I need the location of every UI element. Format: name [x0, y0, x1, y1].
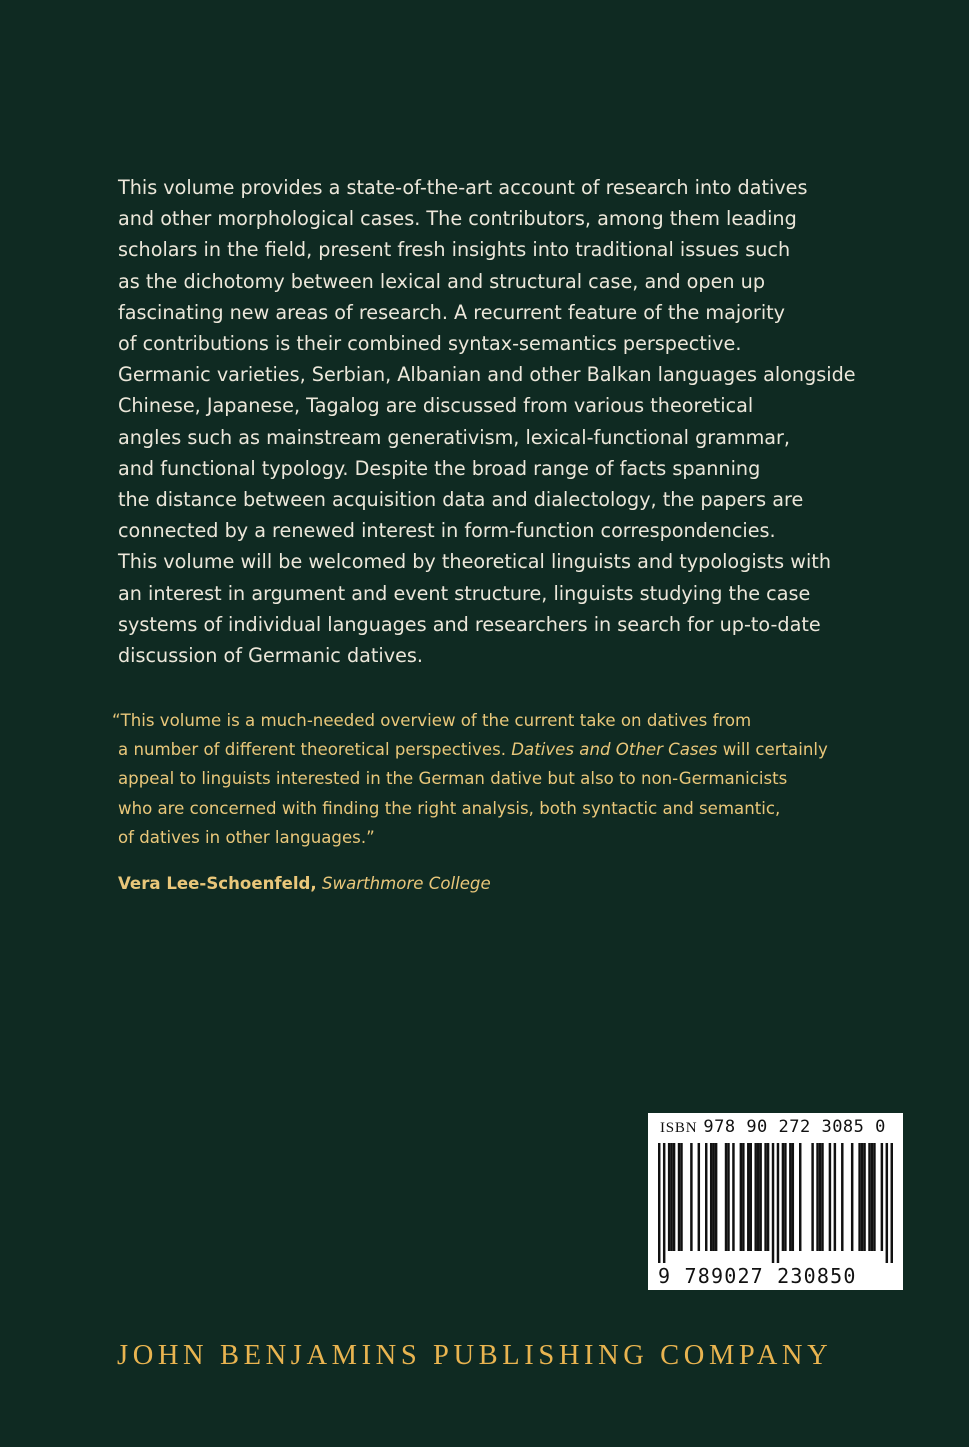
barcode-bar	[673, 1143, 675, 1251]
barcode-bar	[772, 1143, 774, 1263]
barcode-bar	[747, 1143, 749, 1251]
description-line: systems of individual languages and researchers in search for up-to-date	[118, 612, 821, 636]
description-line: and other morphological cases. The contributors, among them leading	[118, 207, 797, 231]
description-line: and functional typology. Despite the broad range of facts spanning	[118, 456, 761, 480]
description-line: of contributions is their combined syntax-semantics perspective.	[118, 332, 742, 356]
description-line: an interest in argument and event structure, linguists studying the case	[118, 581, 811, 605]
barcode-digits: 9 789027 230850	[658, 1264, 857, 1288]
barcode-bar	[863, 1143, 865, 1251]
barcode-bar	[698, 1143, 700, 1251]
barcode-bars	[658, 1143, 893, 1263]
isbn-number: 978 90 272 3085 0	[703, 1117, 886, 1137]
barcode-bar	[712, 1143, 714, 1251]
barcode-bar	[784, 1143, 786, 1251]
isbn-text	[660, 1117, 886, 1137]
book-title: Datives and Other Cases	[511, 740, 718, 760]
quote-text: will certainly	[717, 740, 828, 760]
barcode-bar	[754, 1143, 756, 1251]
barcode-bar	[759, 1143, 761, 1251]
barcode-bar	[750, 1143, 752, 1251]
description-line: Germanic varieties, Serbian, Albanian and other Balkan languages alongside	[118, 363, 856, 387]
barcode-bar	[834, 1143, 836, 1251]
description-line: as the dichotomy between lexical and structural case, and open up	[118, 269, 766, 293]
barcode-bar	[861, 1143, 863, 1251]
barcode-bar	[782, 1143, 784, 1251]
barcode-bar	[725, 1143, 727, 1251]
barcode-bar	[873, 1143, 875, 1251]
barcode-bar	[792, 1143, 794, 1251]
quote-line: who are concerned with finding the right analysis, both syntactic and semantic,	[118, 798, 781, 818]
endorser-name: Vera Lee-Schoenfeld,	[118, 874, 317, 893]
barcode-bar	[658, 1143, 660, 1263]
barcode-bar	[690, 1143, 692, 1251]
barcode-bar	[886, 1143, 888, 1263]
barcode-bar	[740, 1143, 742, 1251]
barcode-bar	[742, 1143, 744, 1251]
barcode-bar	[829, 1143, 831, 1251]
barcode-bar	[816, 1143, 818, 1251]
barcode-bar	[871, 1143, 873, 1251]
publisher-name: JOHN BENJAMINS PUBLISHING COMPANY	[117, 1340, 833, 1371]
barcode-bar	[678, 1143, 680, 1251]
quote-line: appeal to linguists interested in the German dative but also to non-Germanicists	[118, 769, 788, 789]
quote-text: a number of different theoretical perspectives.	[118, 740, 512, 760]
barcode-bar	[891, 1143, 893, 1263]
barcode-bar	[680, 1143, 682, 1251]
barcode-bar	[727, 1143, 729, 1251]
book-description	[118, 172, 858, 671]
barcode-bar	[777, 1143, 779, 1263]
barcode-bar	[705, 1143, 707, 1251]
barcode-bar	[858, 1143, 860, 1251]
isbn-barcode	[648, 1113, 903, 1290]
description-line: scholars in the field, present fresh insights into traditional issues such	[118, 238, 791, 262]
barcode-bar	[821, 1143, 823, 1251]
endorser-institution: Swarthmore College	[322, 874, 491, 893]
endorsement-quote	[112, 706, 872, 852]
quote-attribution	[118, 872, 491, 896]
description-line: discussion of Germanic datives.	[118, 644, 423, 668]
description-line: angles such as mainstream generativism, lexical-functional grammar,	[118, 425, 791, 449]
barcode-bar	[767, 1143, 769, 1251]
barcode-bar	[799, 1143, 801, 1251]
description-line: Chinese, Japanese, Tagalog are discussed from various theoretical	[118, 394, 754, 418]
description-line: fascinating new areas of research. A recurrent feature of the majority	[118, 300, 786, 324]
barcode-bar	[851, 1143, 853, 1251]
barcode-bar	[663, 1143, 665, 1263]
barcode-bar	[811, 1143, 813, 1251]
description-line: the distance between acquisition data and dialectology, the papers are	[118, 488, 804, 512]
barcode-bar	[668, 1143, 670, 1251]
description-line: This volume will be welcomed by theoretical linguists and typologists with	[118, 550, 831, 574]
description-line: connected by a renewed interest in form-function correspondencies.	[118, 519, 776, 543]
isbn-label: ISBN	[660, 1120, 698, 1136]
barcode-bar	[841, 1143, 843, 1251]
barcode-bar	[732, 1143, 734, 1251]
quote-line	[112, 735, 872, 764]
barcode-bar	[819, 1143, 821, 1251]
quote-line: “This volume is a much-needed overview of the current take on datives from	[112, 711, 752, 730]
barcode-bar	[764, 1143, 766, 1251]
description-line: This volume provides a state-of-the-art account of research into datives	[118, 176, 808, 199]
barcode-bar	[670, 1143, 672, 1251]
barcode-bar	[710, 1143, 712, 1251]
barcode-bar	[868, 1143, 870, 1251]
barcode-bar	[881, 1143, 883, 1251]
barcode-bar	[789, 1143, 791, 1251]
barcode-bar	[715, 1143, 717, 1251]
barcode-bar	[757, 1143, 759, 1251]
quote-line: of datives in other languages.”	[118, 827, 375, 847]
